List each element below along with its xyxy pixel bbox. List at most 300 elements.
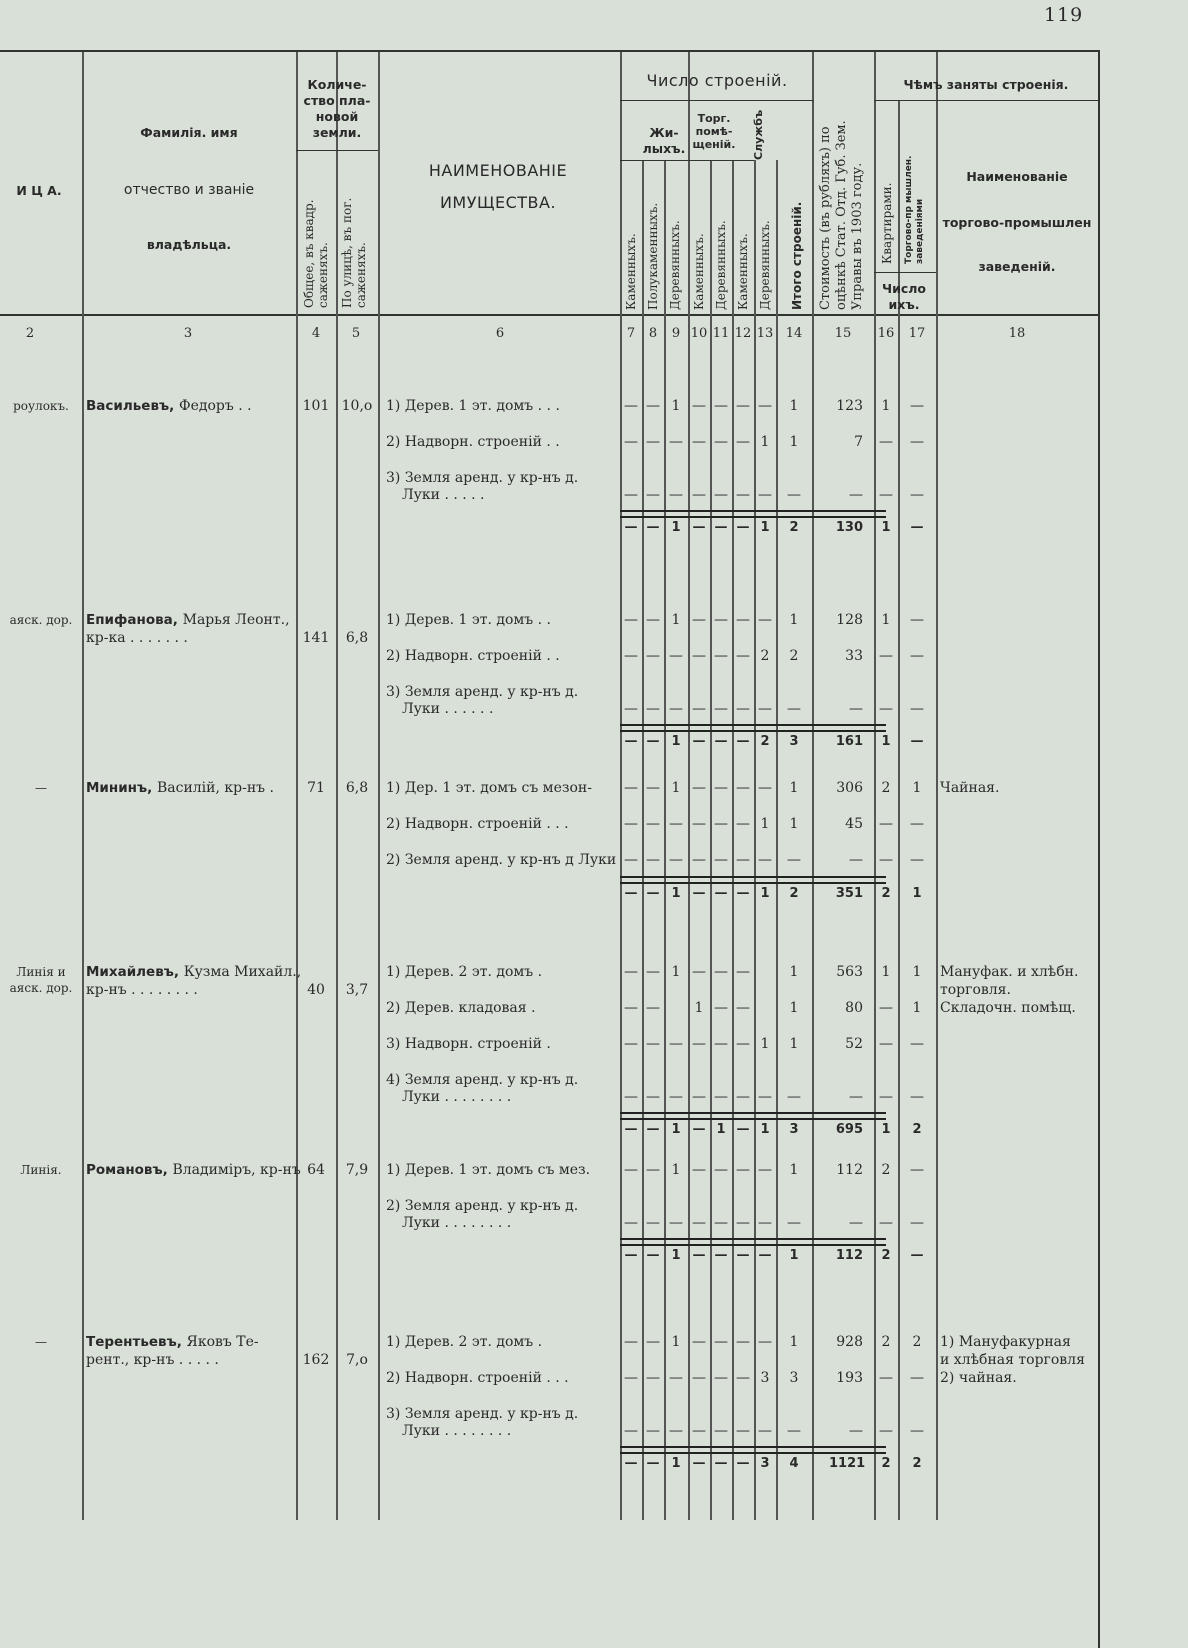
- value-cell: 1: [671, 780, 681, 796]
- street-frontage: 3,7: [345, 982, 369, 998]
- value-cell: —: [714, 1370, 728, 1386]
- value-cell: —: [624, 612, 638, 628]
- value-cell: —: [714, 1334, 728, 1350]
- value-cell: 123: [836, 398, 863, 414]
- value-cell: —: [879, 852, 893, 868]
- row-location: Линія и аяск. дор.: [9, 965, 73, 995]
- column-number: 7: [626, 326, 636, 341]
- total-cell: —: [910, 734, 924, 749]
- property-item: 2) Надворн. строеній . .: [386, 434, 560, 450]
- property-item: 2) Дерев. кладовая .: [386, 1000, 536, 1016]
- value-cell: —: [624, 852, 638, 868]
- value-cell: —: [758, 1215, 772, 1231]
- owner-name: [86, 964, 302, 980]
- value-cell: 2: [760, 648, 770, 664]
- land-area: 141: [302, 630, 330, 646]
- total-cell: —: [692, 1122, 706, 1137]
- total-cell: 695: [835, 1122, 863, 1137]
- column-number: 3: [183, 326, 193, 341]
- column-line: [664, 160, 666, 1520]
- value-cell: 1: [912, 1000, 922, 1016]
- land-area: 101: [302, 398, 330, 414]
- column-number: 17: [908, 326, 926, 341]
- value-cell: —: [714, 816, 728, 832]
- property-item: 2) Земля аренд. у кр-нъ д Луки: [386, 852, 617, 868]
- value-cell: —: [787, 1089, 801, 1105]
- total-cell: 1121: [829, 1456, 866, 1471]
- column-number: 16: [877, 326, 895, 341]
- row-location: —: [35, 1335, 47, 1349]
- value-cell: —: [736, 964, 750, 980]
- value-cell: 2: [912, 1334, 922, 1350]
- header-living-1: Жи-: [649, 125, 679, 140]
- value-cell: —: [624, 1423, 638, 1439]
- value-cell: —: [692, 1162, 706, 1178]
- header-land-qty-3: новой: [315, 109, 359, 124]
- value-cell: 1: [789, 1162, 799, 1178]
- owner-given-name: Кузма Михайл.,: [183, 964, 302, 980]
- column-number: 15: [834, 326, 852, 341]
- value-cell: —: [910, 487, 924, 503]
- header-c9: Деревянныхъ.: [668, 220, 682, 310]
- value-cell: —: [692, 434, 706, 450]
- value-cell: 193: [836, 1370, 863, 1386]
- value-cell: —: [692, 1423, 706, 1439]
- value-cell: —: [714, 1089, 728, 1105]
- value-cell: 2: [881, 1162, 891, 1178]
- value-cell: —: [758, 612, 772, 628]
- value-cell: —: [692, 964, 706, 980]
- header-c8: Полукаменныхъ.: [646, 202, 660, 310]
- total-cell: 112: [835, 1248, 863, 1263]
- property-item: 1) Дерев. 2 эт. домъ .: [386, 964, 543, 980]
- total-cell: —: [692, 520, 706, 535]
- value-cell: —: [624, 1000, 638, 1016]
- value-cell: —: [879, 1000, 893, 1016]
- value-cell: —: [787, 701, 801, 717]
- value-cell: 1: [789, 964, 799, 980]
- value-cell: —: [910, 1215, 924, 1231]
- total-cell: —: [624, 886, 638, 901]
- total-cell: —: [646, 886, 660, 901]
- value-cell: —: [758, 1089, 772, 1105]
- value-cell: —: [624, 398, 638, 414]
- value-cell: 1: [789, 1000, 799, 1016]
- value-cell: —: [646, 1000, 660, 1016]
- value-cell: —: [879, 701, 893, 717]
- total-double-rule: [620, 1112, 886, 1120]
- owner-name-line2: рент., кр-нъ . . . . .: [86, 1352, 219, 1368]
- value-cell: —: [736, 648, 750, 664]
- street-frontage: 6,8: [345, 630, 369, 646]
- value-cell: —: [692, 1036, 706, 1052]
- total-cell: 1: [912, 886, 922, 901]
- total-cell: —: [692, 1248, 706, 1263]
- total-cell: —: [736, 1248, 750, 1263]
- value-cell: —: [736, 434, 750, 450]
- value-cell: 1: [912, 964, 922, 980]
- total-cell: 2: [912, 1122, 922, 1137]
- value-cell: 1: [881, 398, 891, 414]
- column-number: 14: [785, 326, 803, 341]
- value-cell: —: [714, 780, 728, 796]
- value-cell: —: [910, 1162, 924, 1178]
- total-cell: —: [714, 734, 728, 749]
- value-cell: —: [646, 1089, 660, 1105]
- header-count-1: Число: [881, 281, 926, 296]
- property-item: 2) Надворн. строеній . . .: [386, 816, 569, 832]
- value-cell: —: [714, 1162, 728, 1178]
- total-cell: —: [736, 886, 750, 901]
- value-cell: —: [646, 1423, 660, 1439]
- value-cell: —: [787, 1215, 801, 1231]
- value-cell: —: [736, 701, 750, 717]
- column-line: [754, 160, 756, 1520]
- value-cell: —: [879, 816, 893, 832]
- column-line: [710, 160, 712, 1520]
- total-cell: —: [910, 520, 924, 535]
- total-cell: 2: [881, 1456, 891, 1471]
- total-cell: —: [624, 1248, 638, 1263]
- value-cell: 1: [760, 816, 770, 832]
- value-cell: —: [736, 487, 750, 503]
- value-cell: —: [736, 1036, 750, 1052]
- value-cell: 1: [789, 1036, 799, 1052]
- header-land-qty-4: земли.: [312, 125, 362, 140]
- header-c18-2: торгово-промышлен: [942, 215, 1092, 230]
- buildings-subrule: [620, 100, 814, 101]
- value-cell: —: [692, 1370, 706, 1386]
- value-cell: —: [787, 852, 801, 868]
- header-owner-line2: отчество и званіе: [123, 182, 255, 198]
- column-line: [776, 160, 778, 1520]
- value-cell: —: [692, 1215, 706, 1231]
- value-cell: 1: [760, 1036, 770, 1052]
- owner-surname: Михайлевъ,: [86, 964, 184, 980]
- total-cell: 2: [881, 886, 891, 901]
- value-cell: —: [736, 398, 750, 414]
- land-area: 40: [307, 982, 325, 998]
- header-c11: Деревянныхъ.: [714, 220, 728, 310]
- column-line: [898, 100, 900, 1520]
- total-cell: —: [624, 520, 638, 535]
- row-location: —: [35, 781, 47, 795]
- value-cell: —: [646, 780, 660, 796]
- value-cell: —: [646, 1036, 660, 1052]
- value-cell: —: [879, 1215, 893, 1231]
- property-item: 1) Дерев. 2 эт. домъ .: [386, 1334, 543, 1350]
- value-cell: —: [910, 648, 924, 664]
- column-line: [82, 52, 84, 1520]
- total-cell: 4: [789, 1456, 799, 1471]
- value-cell: —: [714, 434, 728, 450]
- header-land-qty-1: Количе-: [307, 77, 367, 92]
- value-cell: —: [624, 1036, 638, 1052]
- value-cell: —: [714, 1215, 728, 1231]
- value-cell: —: [646, 612, 660, 628]
- column-number: 9: [671, 326, 681, 341]
- value-cell: 1: [760, 434, 770, 450]
- value-cell: 1: [789, 612, 799, 628]
- street-frontage: 10,о: [341, 398, 373, 414]
- property-item-cont: Луки . . . . . . . .: [402, 1089, 512, 1105]
- column-number: 13: [756, 326, 774, 341]
- establishment-name: 2) чайная.: [940, 1370, 1017, 1386]
- establishment-name: Складочн. помѣщ.: [940, 1000, 1076, 1016]
- value-cell: —: [692, 612, 706, 628]
- property-item: 4) Земля аренд. у кр-нъ д.: [386, 1072, 579, 1088]
- property-item-cont: Луки . . . . .: [402, 487, 485, 503]
- header-occupied: Чѣмъ заняты строенія.: [903, 77, 1069, 92]
- header-c18-1: Наименованіе: [966, 169, 1068, 184]
- value-cell: —: [669, 1089, 683, 1105]
- header-trade-1: Торг.: [697, 112, 731, 125]
- column-line: [642, 160, 644, 1520]
- value-cell: 1: [789, 434, 799, 450]
- value-cell: 1: [789, 1334, 799, 1350]
- value-cell: —: [910, 816, 924, 832]
- header-c18-3: заведеній.: [978, 259, 1056, 274]
- value-cell: —: [646, 1370, 660, 1386]
- value-cell: —: [646, 964, 660, 980]
- value-cell: —: [714, 487, 728, 503]
- value-cell: —: [646, 434, 660, 450]
- owner-given-name: Федоръ . .: [178, 398, 252, 414]
- value-cell: —: [736, 780, 750, 796]
- header-c7: Каменныхъ.: [624, 233, 638, 310]
- property-item: 1) Дерев. 1 эт. домъ . .: [386, 612, 552, 628]
- value-cell: —: [669, 816, 683, 832]
- total-cell: —: [736, 1122, 750, 1137]
- total-cell: —: [692, 734, 706, 749]
- value-cell: 928: [836, 1334, 863, 1350]
- value-cell: —: [624, 1370, 638, 1386]
- column-number: 5: [351, 326, 361, 341]
- total-cell: —: [624, 1122, 638, 1137]
- value-cell: —: [736, 1089, 750, 1105]
- value-cell: —: [736, 1162, 750, 1178]
- value-cell: —: [669, 701, 683, 717]
- total-cell: 1: [671, 1122, 681, 1137]
- value-cell: —: [692, 852, 706, 868]
- value-cell: 80: [845, 1000, 863, 1016]
- value-cell: —: [646, 398, 660, 414]
- occupied-subrule: [874, 100, 1098, 101]
- total-cell: 1: [716, 1122, 726, 1137]
- value-cell: —: [910, 1036, 924, 1052]
- value-cell: —: [692, 1334, 706, 1350]
- value-cell: —: [758, 1334, 772, 1350]
- header-trade-3: щеній.: [692, 138, 736, 151]
- total-cell: 2: [912, 1456, 922, 1471]
- total-cell: 1: [881, 734, 891, 749]
- total-cell: —: [714, 1456, 728, 1471]
- total-cell: —: [646, 1456, 660, 1471]
- total-cell: 1: [881, 1122, 891, 1137]
- total-cell: —: [758, 1248, 772, 1263]
- value-cell: —: [624, 701, 638, 717]
- count-subrule: [874, 272, 936, 273]
- value-cell: 1: [671, 1162, 681, 1178]
- col45-subrule: [296, 150, 378, 151]
- value-cell: —: [624, 434, 638, 450]
- value-cell: —: [669, 1423, 683, 1439]
- value-cell: —: [714, 701, 728, 717]
- total-cell: 351: [835, 886, 863, 901]
- value-cell: —: [714, 1423, 728, 1439]
- row-location: роулокъ.: [13, 399, 69, 413]
- value-cell: —: [736, 1370, 750, 1386]
- value-cell: —: [849, 701, 863, 717]
- total-cell: 130: [835, 520, 863, 535]
- value-cell: —: [669, 487, 683, 503]
- total-double-rule: [620, 724, 886, 732]
- value-cell: 3: [760, 1370, 770, 1386]
- value-cell: —: [910, 1089, 924, 1105]
- total-double-rule: [620, 1446, 886, 1454]
- total-cell: 3: [789, 1122, 799, 1137]
- value-cell: —: [646, 701, 660, 717]
- top-rule: [0, 50, 1100, 52]
- value-cell: —: [879, 1089, 893, 1105]
- value-cell: 3: [789, 1370, 799, 1386]
- value-cell: —: [624, 648, 638, 664]
- total-double-rule: [620, 510, 886, 518]
- total-cell: —: [692, 1456, 706, 1471]
- value-cell: —: [736, 816, 750, 832]
- value-cell: —: [646, 1162, 660, 1178]
- total-cell: —: [714, 1248, 728, 1263]
- total-cell: —: [736, 520, 750, 535]
- value-cell: —: [669, 1370, 683, 1386]
- owner-given-name: Яковъ Те-: [186, 1334, 259, 1350]
- land-area: 64: [307, 1162, 325, 1178]
- value-cell: —: [692, 398, 706, 414]
- owner-surname: Епифанова,: [86, 612, 183, 628]
- value-cell: —: [692, 648, 706, 664]
- header-col4: Общее, въ квадр. саженяхъ.: [302, 199, 330, 308]
- establishment-name: 1) Мануфакурная: [940, 1334, 1071, 1350]
- column-number: 4: [311, 326, 321, 341]
- value-cell: —: [624, 1215, 638, 1231]
- property-item: 3) Земля аренд. у кр-нъ д.: [386, 684, 579, 700]
- value-cell: —: [879, 1370, 893, 1386]
- total-cell: 3: [760, 1456, 770, 1471]
- value-cell: —: [669, 852, 683, 868]
- value-cell: —: [714, 852, 728, 868]
- value-cell: —: [787, 1423, 801, 1439]
- owner-name-line2: кр-нъ . . . . . . . .: [86, 982, 198, 998]
- value-cell: —: [624, 487, 638, 503]
- value-cell: —: [736, 612, 750, 628]
- column-number: 6: [495, 326, 505, 341]
- owner-surname: Романовъ,: [86, 1162, 173, 1178]
- value-cell: 1: [881, 964, 891, 980]
- total-cell: 2: [789, 520, 799, 535]
- value-cell: —: [624, 780, 638, 796]
- value-cell: 2: [789, 648, 799, 664]
- establishment-name: и хлѣбная торговля: [940, 1352, 1085, 1368]
- value-cell: —: [849, 852, 863, 868]
- column-number: 10: [690, 326, 708, 341]
- value-cell: 52: [845, 1036, 863, 1052]
- value-cell: 1: [671, 964, 681, 980]
- value-cell: —: [787, 487, 801, 503]
- total-cell: —: [714, 520, 728, 535]
- header-trade-2: помѣ-: [695, 125, 733, 138]
- value-cell: 1: [912, 780, 922, 796]
- establishment-name: Мануфак. и хлѣбн.: [940, 964, 1079, 980]
- page-number: 119: [1044, 4, 1084, 26]
- value-cell: —: [910, 1370, 924, 1386]
- total-cell: —: [624, 1456, 638, 1471]
- total-cell: 1: [671, 734, 681, 749]
- header-service: Службъ: [752, 109, 765, 160]
- value-cell: 45: [845, 816, 863, 832]
- value-cell: —: [669, 434, 683, 450]
- value-cell: —: [669, 1036, 683, 1052]
- value-cell: 112: [836, 1162, 863, 1178]
- property-item: 2) Земля аренд. у кр-нъ д.: [386, 1198, 579, 1214]
- street-frontage: 6,8: [345, 780, 369, 796]
- street-frontage: 7,о: [346, 1352, 368, 1368]
- owner-given-name: Марья Леонт.,: [182, 612, 290, 628]
- total-cell: —: [646, 520, 660, 535]
- owner-surname: Мининъ,: [86, 780, 157, 796]
- column-line: [732, 160, 734, 1520]
- value-cell: —: [758, 1162, 772, 1178]
- header-c13: Деревянныхъ.: [758, 220, 772, 310]
- value-cell: —: [736, 1423, 750, 1439]
- total-cell: —: [646, 1122, 660, 1137]
- value-cell: —: [879, 487, 893, 503]
- value-cell: —: [624, 1089, 638, 1105]
- value-cell: —: [849, 1423, 863, 1439]
- total-cell: 1: [760, 1122, 770, 1137]
- value-cell: —: [910, 612, 924, 628]
- total-double-rule: [620, 876, 886, 884]
- column-number: 2: [25, 326, 35, 341]
- owner-given-name: Владиміръ, кр-нъ: [172, 1162, 301, 1178]
- value-cell: —: [758, 780, 772, 796]
- value-cell: —: [849, 1089, 863, 1105]
- total-cell: —: [910, 1248, 924, 1263]
- header-c12: Каменныхъ.: [736, 233, 750, 310]
- header-c10: Каменныхъ.: [692, 233, 706, 310]
- value-cell: —: [849, 487, 863, 503]
- total-double-rule: [620, 1238, 886, 1246]
- value-cell: —: [714, 964, 728, 980]
- row-location: аяск. дор.: [9, 613, 73, 627]
- total-cell: 2: [881, 1248, 891, 1263]
- owner-name: [86, 398, 294, 414]
- column-number: 18: [1008, 326, 1026, 341]
- header-bottom-rule: [0, 314, 1100, 316]
- value-cell: —: [714, 1000, 728, 1016]
- total-cell: 1: [671, 1248, 681, 1263]
- total-cell: —: [736, 1456, 750, 1471]
- value-cell: —: [910, 701, 924, 717]
- value-cell: —: [879, 1036, 893, 1052]
- value-cell: —: [646, 1334, 660, 1350]
- total-cell: 1: [671, 1456, 681, 1471]
- total-cell: —: [646, 734, 660, 749]
- value-cell: 1: [881, 612, 891, 628]
- value-cell: 306: [836, 780, 863, 796]
- property-item: 1) Дерев. 1 эт. домъ съ мез.: [386, 1162, 591, 1178]
- column-number: 8: [648, 326, 658, 341]
- property-item-cont: Луки . . . . . . . .: [402, 1423, 512, 1439]
